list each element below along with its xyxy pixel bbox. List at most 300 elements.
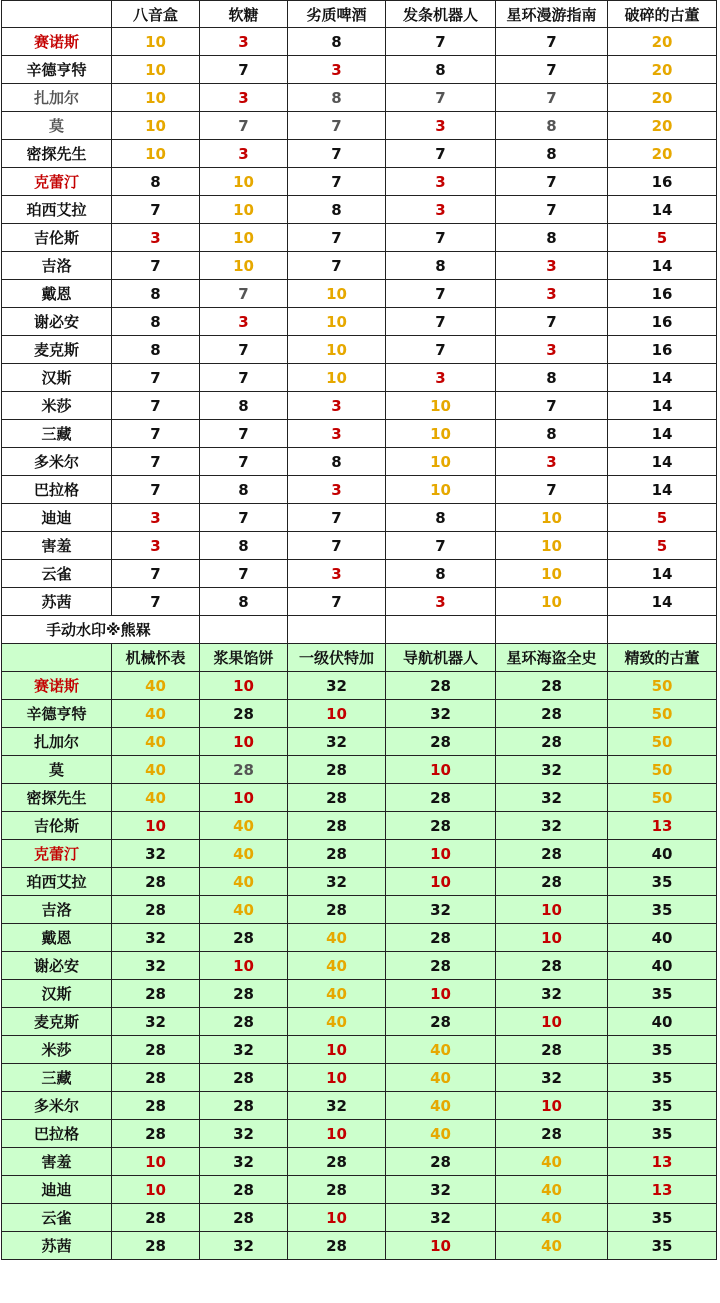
affection-value: 40 [112, 728, 200, 756]
table-row [2, 364, 717, 392]
column-header: 软糖 [200, 1, 288, 28]
table-row [2, 896, 717, 924]
affection-value: 28 [112, 896, 200, 924]
empty-cell [386, 616, 496, 644]
character-name: 戴恩 [2, 924, 112, 952]
character-name: 辛德亨特 [2, 56, 112, 84]
affection-value: 10 [200, 252, 288, 280]
affection-value: 14 [608, 252, 717, 280]
affection-value: 40 [496, 1204, 608, 1232]
affection-value: 40 [288, 924, 386, 952]
affection-value: 35 [608, 868, 717, 896]
affection-value: 14 [608, 476, 717, 504]
affection-value: 7 [112, 196, 200, 224]
table-row [2, 476, 717, 504]
affection-value: 28 [496, 672, 608, 700]
affection-value: 13 [608, 1148, 717, 1176]
affection-value: 10 [496, 588, 608, 616]
affection-value: 20 [608, 112, 717, 140]
affection-value: 32 [386, 896, 496, 924]
character-name: 巴拉格 [2, 1120, 112, 1148]
affection-value: 32 [386, 1204, 496, 1232]
affection-value: 10 [288, 1204, 386, 1232]
affection-value: 7 [200, 560, 288, 588]
affection-value: 28 [386, 672, 496, 700]
affection-value: 8 [288, 84, 386, 112]
affection-value: 10 [496, 1092, 608, 1120]
affection-value: 3 [112, 504, 200, 532]
affection-value: 40 [288, 980, 386, 1008]
affection-value: 40 [112, 756, 200, 784]
affection-value: 5 [608, 532, 717, 560]
affection-value: 28 [200, 1204, 288, 1232]
affection-value: 20 [608, 56, 717, 84]
affection-value: 32 [496, 812, 608, 840]
affection-value: 28 [112, 1092, 200, 1120]
affection-value: 28 [200, 1064, 288, 1092]
affection-value: 14 [608, 196, 717, 224]
character-name: 米莎 [2, 1036, 112, 1064]
affection-value: 16 [608, 168, 717, 196]
affection-value: 28 [496, 700, 608, 728]
affection-value: 8 [288, 448, 386, 476]
affection-value: 7 [496, 84, 608, 112]
column-header: 一级伏特加 [288, 644, 386, 672]
affection-value: 10 [496, 504, 608, 532]
affection-value: 28 [496, 952, 608, 980]
affection-value: 10 [112, 84, 200, 112]
affection-value: 40 [288, 1008, 386, 1036]
affection-value: 8 [496, 224, 608, 252]
affection-value: 10 [386, 756, 496, 784]
affection-value: 8 [112, 336, 200, 364]
character-name: 莫 [2, 112, 112, 140]
table-row [2, 504, 717, 532]
affection-value: 7 [496, 392, 608, 420]
character-name: 迪迪 [2, 1176, 112, 1204]
affection-value: 10 [112, 140, 200, 168]
character-name: 珀西艾拉 [2, 196, 112, 224]
affection-value: 32 [112, 924, 200, 952]
affection-value: 13 [608, 812, 717, 840]
affection-value: 32 [496, 756, 608, 784]
affection-value: 3 [288, 476, 386, 504]
column-header: 破碎的古董 [608, 1, 717, 28]
affection-value: 10 [496, 1008, 608, 1036]
affection-value: 50 [608, 756, 717, 784]
affection-value: 7 [200, 280, 288, 308]
character-name: 麦克斯 [2, 1008, 112, 1036]
affection-value: 13 [608, 1176, 717, 1204]
character-name: 密探先生 [2, 784, 112, 812]
affection-value: 28 [200, 980, 288, 1008]
affection-value: 7 [288, 252, 386, 280]
affection-value: 32 [386, 700, 496, 728]
affection-value: 8 [200, 476, 288, 504]
character-name: 密探先生 [2, 140, 112, 168]
affection-value: 28 [288, 1148, 386, 1176]
character-name: 克蕾汀 [2, 168, 112, 196]
affection-value: 7 [112, 252, 200, 280]
table2-body [2, 644, 717, 1260]
affection-value: 28 [386, 728, 496, 756]
affection-value: 40 [386, 1064, 496, 1092]
affection-value: 10 [200, 224, 288, 252]
affection-value: 40 [386, 1092, 496, 1120]
affection-value: 28 [386, 1148, 496, 1176]
affection-value: 28 [112, 980, 200, 1008]
character-name: 米莎 [2, 392, 112, 420]
table-row [2, 28, 717, 56]
affection-value: 7 [386, 532, 496, 560]
table-row [2, 168, 717, 196]
affection-value: 50 [608, 672, 717, 700]
affection-value: 3 [386, 112, 496, 140]
affection-value: 14 [608, 420, 717, 448]
empty-cell [200, 616, 288, 644]
column-header: 星环漫游指南 [496, 1, 608, 28]
table-row [2, 1064, 717, 1092]
affection-value: 28 [288, 784, 386, 812]
column-header: 机械怀表 [112, 644, 200, 672]
affection-value: 8 [112, 308, 200, 336]
affection-value: 10 [496, 924, 608, 952]
affection-value: 14 [608, 588, 717, 616]
character-name: 云雀 [2, 1204, 112, 1232]
affection-value: 7 [496, 308, 608, 336]
affection-value: 50 [608, 784, 717, 812]
affection-value: 28 [112, 1120, 200, 1148]
affection-value: 28 [496, 1120, 608, 1148]
affection-value: 35 [608, 896, 717, 924]
table1-body [2, 1, 717, 616]
affection-value: 10 [200, 672, 288, 700]
affection-value: 16 [608, 280, 717, 308]
affection-value: 28 [496, 1036, 608, 1064]
affection-value: 10 [112, 56, 200, 84]
table-row [2, 1176, 717, 1204]
table-row [2, 252, 717, 280]
affection-value: 7 [200, 112, 288, 140]
table-row [2, 952, 717, 980]
affection-value: 3 [496, 336, 608, 364]
affection-value: 10 [386, 1232, 496, 1260]
affection-value: 32 [112, 1008, 200, 1036]
affection-value: 10 [288, 308, 386, 336]
affection-value: 8 [200, 588, 288, 616]
affection-value: 32 [496, 784, 608, 812]
affection-value: 10 [200, 196, 288, 224]
affection-value: 3 [386, 168, 496, 196]
table-row [2, 700, 717, 728]
affection-value: 7 [386, 280, 496, 308]
affection-value: 14 [608, 392, 717, 420]
affection-value: 7 [112, 476, 200, 504]
affection-value: 7 [200, 56, 288, 84]
column-header: 导航机器人 [386, 644, 496, 672]
character-name: 害羞 [2, 532, 112, 560]
affection-value: 40 [496, 1148, 608, 1176]
character-name: 汉斯 [2, 364, 112, 392]
table-row [2, 448, 717, 476]
character-name: 赛诺斯 [2, 28, 112, 56]
character-name: 吉洛 [2, 252, 112, 280]
affection-value: 35 [608, 1092, 717, 1120]
column-header: 精致的古董 [608, 644, 717, 672]
table-row [2, 1036, 717, 1064]
character-name: 巴拉格 [2, 476, 112, 504]
affection-value: 28 [288, 1176, 386, 1204]
affection-value: 8 [288, 28, 386, 56]
affection-value: 10 [288, 364, 386, 392]
affection-value: 28 [386, 924, 496, 952]
affection-value: 40 [608, 1008, 717, 1036]
character-name: 多米尔 [2, 448, 112, 476]
table-row [2, 980, 717, 1008]
affection-value: 8 [112, 280, 200, 308]
affection-value: 8 [200, 392, 288, 420]
affection-value: 28 [386, 812, 496, 840]
character-name: 汉斯 [2, 980, 112, 1008]
character-name: 辛德亨特 [2, 700, 112, 728]
table-row [2, 588, 717, 616]
watermark-row [2, 616, 717, 644]
character-name: 苏茜 [2, 588, 112, 616]
affection-value: 3 [496, 448, 608, 476]
column-header: 劣质啤酒 [288, 1, 386, 28]
affection-value: 7 [386, 308, 496, 336]
affection-value: 35 [608, 1204, 717, 1232]
character-name: 赛诺斯 [2, 672, 112, 700]
affection-value: 7 [288, 532, 386, 560]
table-row [2, 420, 717, 448]
character-name: 戴恩 [2, 280, 112, 308]
header-row [2, 644, 717, 672]
affection-value: 32 [288, 728, 386, 756]
affection-value: 7 [112, 420, 200, 448]
affection-value: 7 [496, 476, 608, 504]
table-row [2, 224, 717, 252]
affection-value: 3 [496, 280, 608, 308]
table-row [2, 784, 717, 812]
column-header: 发条机器人 [386, 1, 496, 28]
affection-value: 28 [200, 700, 288, 728]
affection-value: 10 [386, 392, 496, 420]
affection-value: 8 [496, 420, 608, 448]
header-corner [2, 1, 112, 28]
affection-value: 28 [496, 728, 608, 756]
affection-value: 40 [386, 1036, 496, 1064]
affection-value: 32 [200, 1120, 288, 1148]
affection-value: 7 [288, 168, 386, 196]
affection-value: 28 [288, 812, 386, 840]
affection-value: 8 [386, 504, 496, 532]
affection-value: 32 [112, 840, 200, 868]
affection-value: 3 [200, 140, 288, 168]
affection-value: 35 [608, 1232, 717, 1260]
table-row [2, 112, 717, 140]
affection-value: 40 [112, 700, 200, 728]
affection-value: 32 [200, 1232, 288, 1260]
table-row [2, 1120, 717, 1148]
table-row [2, 728, 717, 756]
affection-value: 7 [496, 56, 608, 84]
affection-value: 40 [200, 868, 288, 896]
affection-value: 20 [608, 84, 717, 112]
affection-value: 32 [200, 1148, 288, 1176]
table-row [2, 196, 717, 224]
character-name: 谢必安 [2, 952, 112, 980]
affection-value: 3 [386, 588, 496, 616]
affection-value: 50 [608, 728, 717, 756]
affection-value: 10 [386, 840, 496, 868]
affection-value: 50 [608, 700, 717, 728]
affection-value: 28 [496, 840, 608, 868]
affection-value: 10 [288, 336, 386, 364]
character-name: 珀西艾拉 [2, 868, 112, 896]
table-row [2, 308, 717, 336]
affection-value: 10 [386, 420, 496, 448]
table-row [2, 1232, 717, 1260]
affection-value: 28 [288, 896, 386, 924]
character-name: 吉伦斯 [2, 812, 112, 840]
table-row [2, 56, 717, 84]
affection-value: 8 [496, 364, 608, 392]
column-header: 八音盒 [112, 1, 200, 28]
affection-value: 28 [112, 1232, 200, 1260]
empty-cell [608, 616, 717, 644]
affection-value: 3 [288, 420, 386, 448]
table-row [2, 812, 717, 840]
affection-value: 10 [386, 980, 496, 1008]
affection-value: 28 [288, 1232, 386, 1260]
affection-value: 7 [288, 588, 386, 616]
table-row [2, 1204, 717, 1232]
affection-value: 32 [288, 868, 386, 896]
affection-value: 28 [200, 924, 288, 952]
header-corner [2, 644, 112, 672]
affection-value: 8 [386, 560, 496, 588]
affection-value: 3 [200, 28, 288, 56]
table-row [2, 1008, 717, 1036]
affection-value: 8 [386, 252, 496, 280]
affection-value: 3 [288, 392, 386, 420]
watermark-section [2, 616, 717, 644]
character-name: 克蕾汀 [2, 840, 112, 868]
affection-value: 3 [386, 196, 496, 224]
table-row [2, 1092, 717, 1120]
affection-value: 40 [496, 1176, 608, 1204]
affection-value: 28 [112, 1064, 200, 1092]
table-row [2, 560, 717, 588]
affection-value: 28 [386, 952, 496, 980]
affection-value: 3 [112, 532, 200, 560]
affection-value: 7 [200, 336, 288, 364]
table-row [2, 532, 717, 560]
affection-value: 10 [386, 868, 496, 896]
affection-value: 28 [200, 1092, 288, 1120]
affection-value: 32 [496, 980, 608, 1008]
affection-value: 28 [200, 1008, 288, 1036]
character-name: 三藏 [2, 420, 112, 448]
affection-value: 3 [112, 224, 200, 252]
affection-value: 3 [288, 560, 386, 588]
affection-value: 28 [112, 1204, 200, 1232]
affection-value: 10 [288, 1120, 386, 1148]
affection-value: 7 [200, 420, 288, 448]
affection-value: 7 [200, 504, 288, 532]
watermark-text: 手动水印※熊槑 [2, 616, 200, 644]
affection-value: 3 [200, 84, 288, 112]
affection-value: 20 [608, 28, 717, 56]
affection-value: 7 [386, 224, 496, 252]
table-row [2, 756, 717, 784]
affection-value: 10 [200, 728, 288, 756]
affection-value: 32 [288, 1092, 386, 1120]
affection-value: 28 [200, 1176, 288, 1204]
affection-value: 28 [496, 868, 608, 896]
affection-value: 14 [608, 364, 717, 392]
character-name: 吉伦斯 [2, 224, 112, 252]
affection-value: 7 [386, 84, 496, 112]
table-row [2, 1148, 717, 1176]
affection-value: 3 [288, 56, 386, 84]
column-header: 星环海盗全史 [496, 644, 608, 672]
affection-value: 28 [112, 1036, 200, 1064]
affection-value: 10 [288, 280, 386, 308]
affection-value: 10 [112, 28, 200, 56]
affection-value: 35 [608, 1064, 717, 1092]
affection-value: 7 [386, 140, 496, 168]
column-header: 浆果馅饼 [200, 644, 288, 672]
affection-value: 10 [112, 812, 200, 840]
affection-value: 3 [200, 308, 288, 336]
table-row [2, 280, 717, 308]
table-row [2, 336, 717, 364]
character-name: 云雀 [2, 560, 112, 588]
affection-value: 10 [496, 896, 608, 924]
affection-value: 20 [608, 140, 717, 168]
affection-value: 40 [112, 672, 200, 700]
empty-cell [288, 616, 386, 644]
affection-value: 40 [496, 1232, 608, 1260]
affection-value: 8 [496, 112, 608, 140]
affection-value: 28 [200, 756, 288, 784]
affection-value: 7 [496, 28, 608, 56]
affection-value: 16 [608, 336, 717, 364]
affection-value: 7 [386, 28, 496, 56]
character-name: 麦克斯 [2, 336, 112, 364]
affection-value: 7 [496, 196, 608, 224]
affection-value: 32 [288, 672, 386, 700]
affection-value: 10 [112, 112, 200, 140]
table-row [2, 140, 717, 168]
affection-value: 40 [608, 924, 717, 952]
affection-value: 8 [288, 196, 386, 224]
affection-value: 40 [288, 952, 386, 980]
affection-value: 10 [200, 168, 288, 196]
affection-value: 7 [288, 504, 386, 532]
character-name: 多米尔 [2, 1092, 112, 1120]
affection-value: 3 [386, 364, 496, 392]
affection-value: 7 [200, 448, 288, 476]
affection-value: 10 [288, 700, 386, 728]
character-name: 吉洛 [2, 896, 112, 924]
affection-value: 35 [608, 980, 717, 1008]
affection-value: 10 [288, 1064, 386, 1092]
affection-value: 7 [112, 560, 200, 588]
gift-table [1, 0, 717, 1260]
